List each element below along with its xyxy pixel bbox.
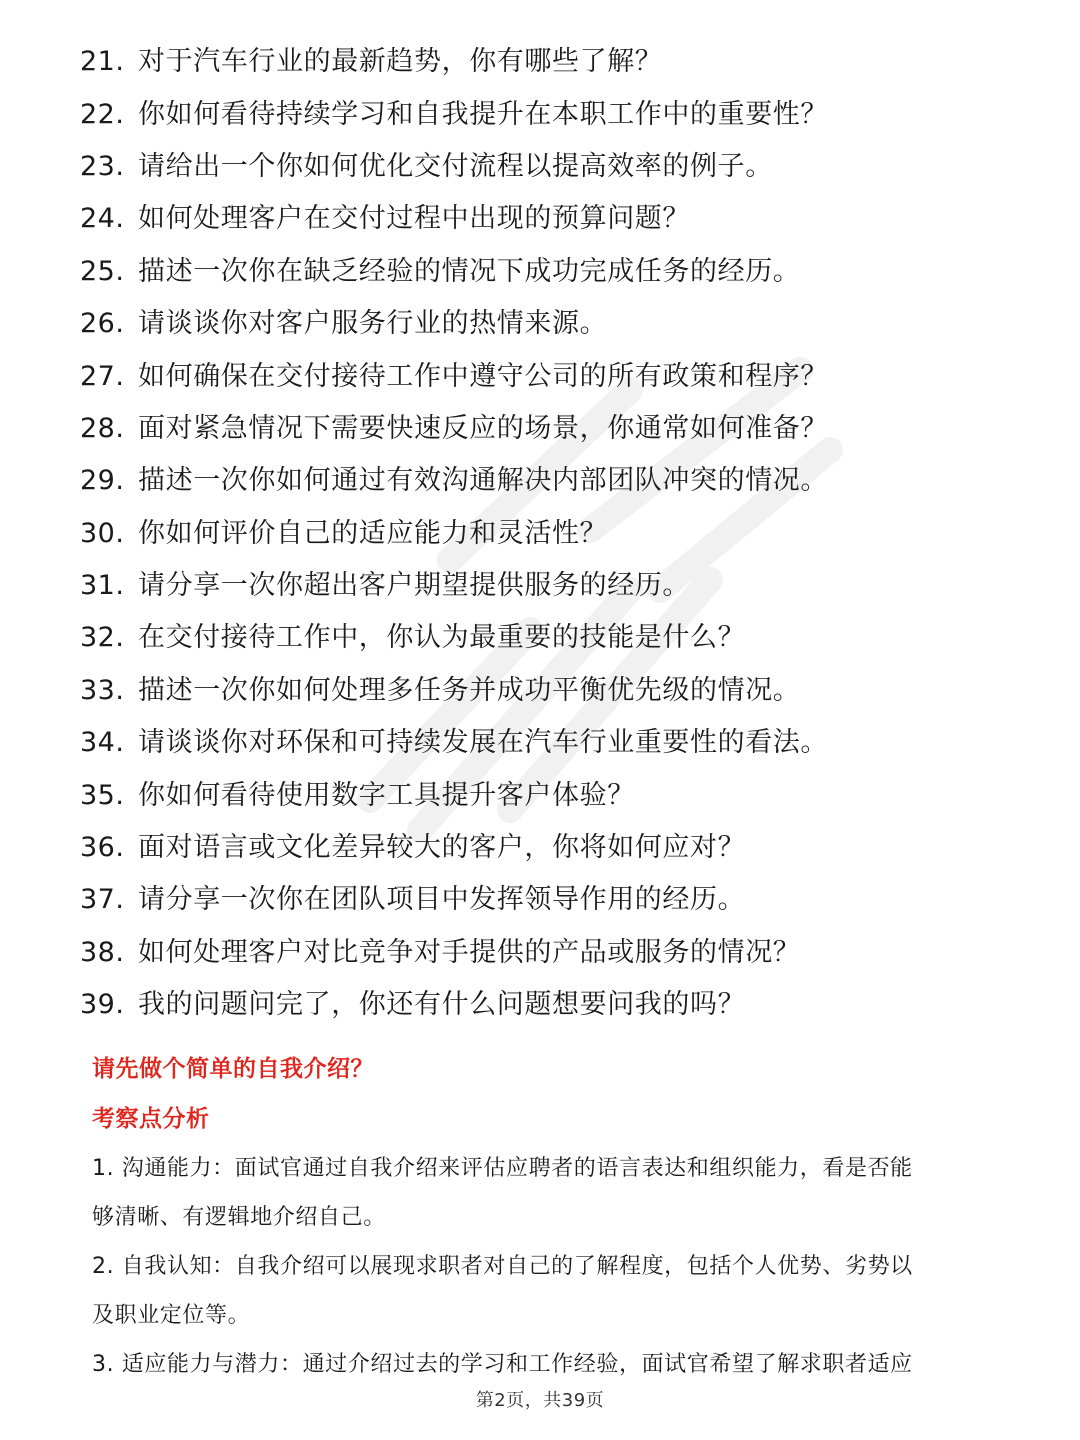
question-number: 32. [80, 622, 125, 654]
question-item [80, 350, 1010, 402]
question-text: 请谈谈你对环保和可持续发展在汽车行业重要性的看法。 [138, 727, 828, 759]
question-number: 29. [80, 465, 125, 497]
question-text: 描述一次你在缺乏经验的情况下成功完成任务的经历。 [138, 255, 801, 287]
question-item [80, 508, 1010, 560]
question-item [80, 612, 1010, 664]
analysis-point-line: 2. 自我认知：自我介绍可以展现求职者对自己的了解程度，包括个人优势、劣势以 [92, 1254, 913, 1279]
question-item [80, 979, 1010, 1031]
question-item [80, 560, 1010, 612]
question-item [80, 246, 1010, 298]
question-item [80, 874, 1010, 926]
question-text: 你如何看待使用数字工具提升客户体验？ [138, 779, 635, 811]
question-item [80, 88, 1010, 140]
analysis-point [92, 1144, 992, 1242]
page-footer: 第2页，共39页 [475, 1390, 605, 1411]
question-number: 37. [80, 884, 125, 916]
question-number: 34. [80, 727, 125, 759]
question-number: 39. [80, 989, 125, 1021]
question-list [80, 36, 1010, 1031]
analysis-point-line: 及职业定位等。 [92, 1303, 251, 1328]
question-number: 35. [80, 779, 125, 811]
question-item [80, 141, 1010, 193]
question-number: 33. [80, 674, 125, 706]
question-number: 30. [80, 517, 125, 549]
question-item [80, 298, 1010, 350]
question-text: 你如何看待持续学习和自我提升在本职工作中的重要性？ [138, 98, 828, 130]
question-text: 描述一次你如何通过有效沟通解决内部团队冲突的情况。 [138, 465, 828, 497]
question-heading: 请先做个简单的自我介绍？ [92, 1056, 374, 1082]
analysis-point-line: 1. 沟通能力：面试官通过自我介绍来评估应聘者的语言表达和组织能力，看是否能 [92, 1156, 913, 1181]
question-item [80, 665, 1010, 717]
question-text: 在交付接待工作中，你认为最重要的技能是什么？ [138, 622, 746, 654]
question-text: 你如何评价自己的适应能力和灵活性？ [138, 517, 608, 549]
question-number: 23. [80, 150, 125, 182]
question-number: 26. [80, 308, 125, 340]
analysis-point [92, 1242, 992, 1340]
question-number: 25. [80, 255, 125, 287]
question-number: 27. [80, 360, 125, 392]
question-item [80, 717, 1010, 769]
analysis-point-line: 3. 适应能力与潜力：通过介绍过去的学习和工作经验，面试官希望了解求职者适应 [92, 1352, 913, 1377]
analysis-point [92, 1340, 992, 1389]
question-number: 28. [80, 412, 125, 444]
analysis-heading: 考察点分析 [92, 1106, 210, 1132]
question-text: 面对语言或文化差异较大的客户，你将如何应对？ [138, 832, 746, 864]
question-text: 请分享一次你超出客户期望提供服务的经历。 [138, 570, 690, 602]
question-text: 请谈谈你对客户服务行业的热情来源。 [138, 308, 608, 340]
question-number: 31. [80, 570, 125, 602]
question-text: 我的问题问完了，你还有什么问题想要问我的吗？ [138, 989, 746, 1021]
question-item [80, 36, 1010, 88]
question-item [80, 455, 1010, 507]
question-item [80, 927, 1010, 979]
question-item [80, 403, 1010, 455]
question-text: 面对紧急情况下需要快速反应的场景，你通常如何准备？ [138, 412, 828, 444]
question-text: 对于汽车行业的最新趋势，你有哪些了解？ [138, 46, 663, 78]
question-text: 请分享一次你在团队项目中发挥领导作用的经历。 [138, 884, 746, 916]
question-item [80, 193, 1010, 245]
question-text: 如何处理客户在交付过程中出现的预算问题？ [138, 203, 690, 235]
answer-section [92, 1044, 992, 1389]
question-number: 22. [80, 98, 125, 130]
question-text: 如何处理客户对比竞争对手提供的产品或服务的情况？ [138, 936, 801, 968]
analysis-points [92, 1144, 992, 1389]
question-number: 36. [80, 832, 125, 864]
question-number: 24. [80, 203, 125, 235]
question-text: 描述一次你如何处理多任务并成功平衡优先级的情况。 [138, 674, 801, 706]
question-text: 如何确保在交付接待工作中遵守公司的所有政策和程序？ [138, 360, 828, 392]
question-item [80, 822, 1010, 874]
question-number: 38. [80, 936, 125, 968]
question-text: 请给出一个你如何优化交付流程以提高效率的例子。 [138, 150, 773, 182]
question-number: 21. [80, 46, 125, 78]
analysis-point-line: 够清晰、有逻辑地介绍自己。 [92, 1205, 386, 1230]
question-item [80, 769, 1010, 821]
